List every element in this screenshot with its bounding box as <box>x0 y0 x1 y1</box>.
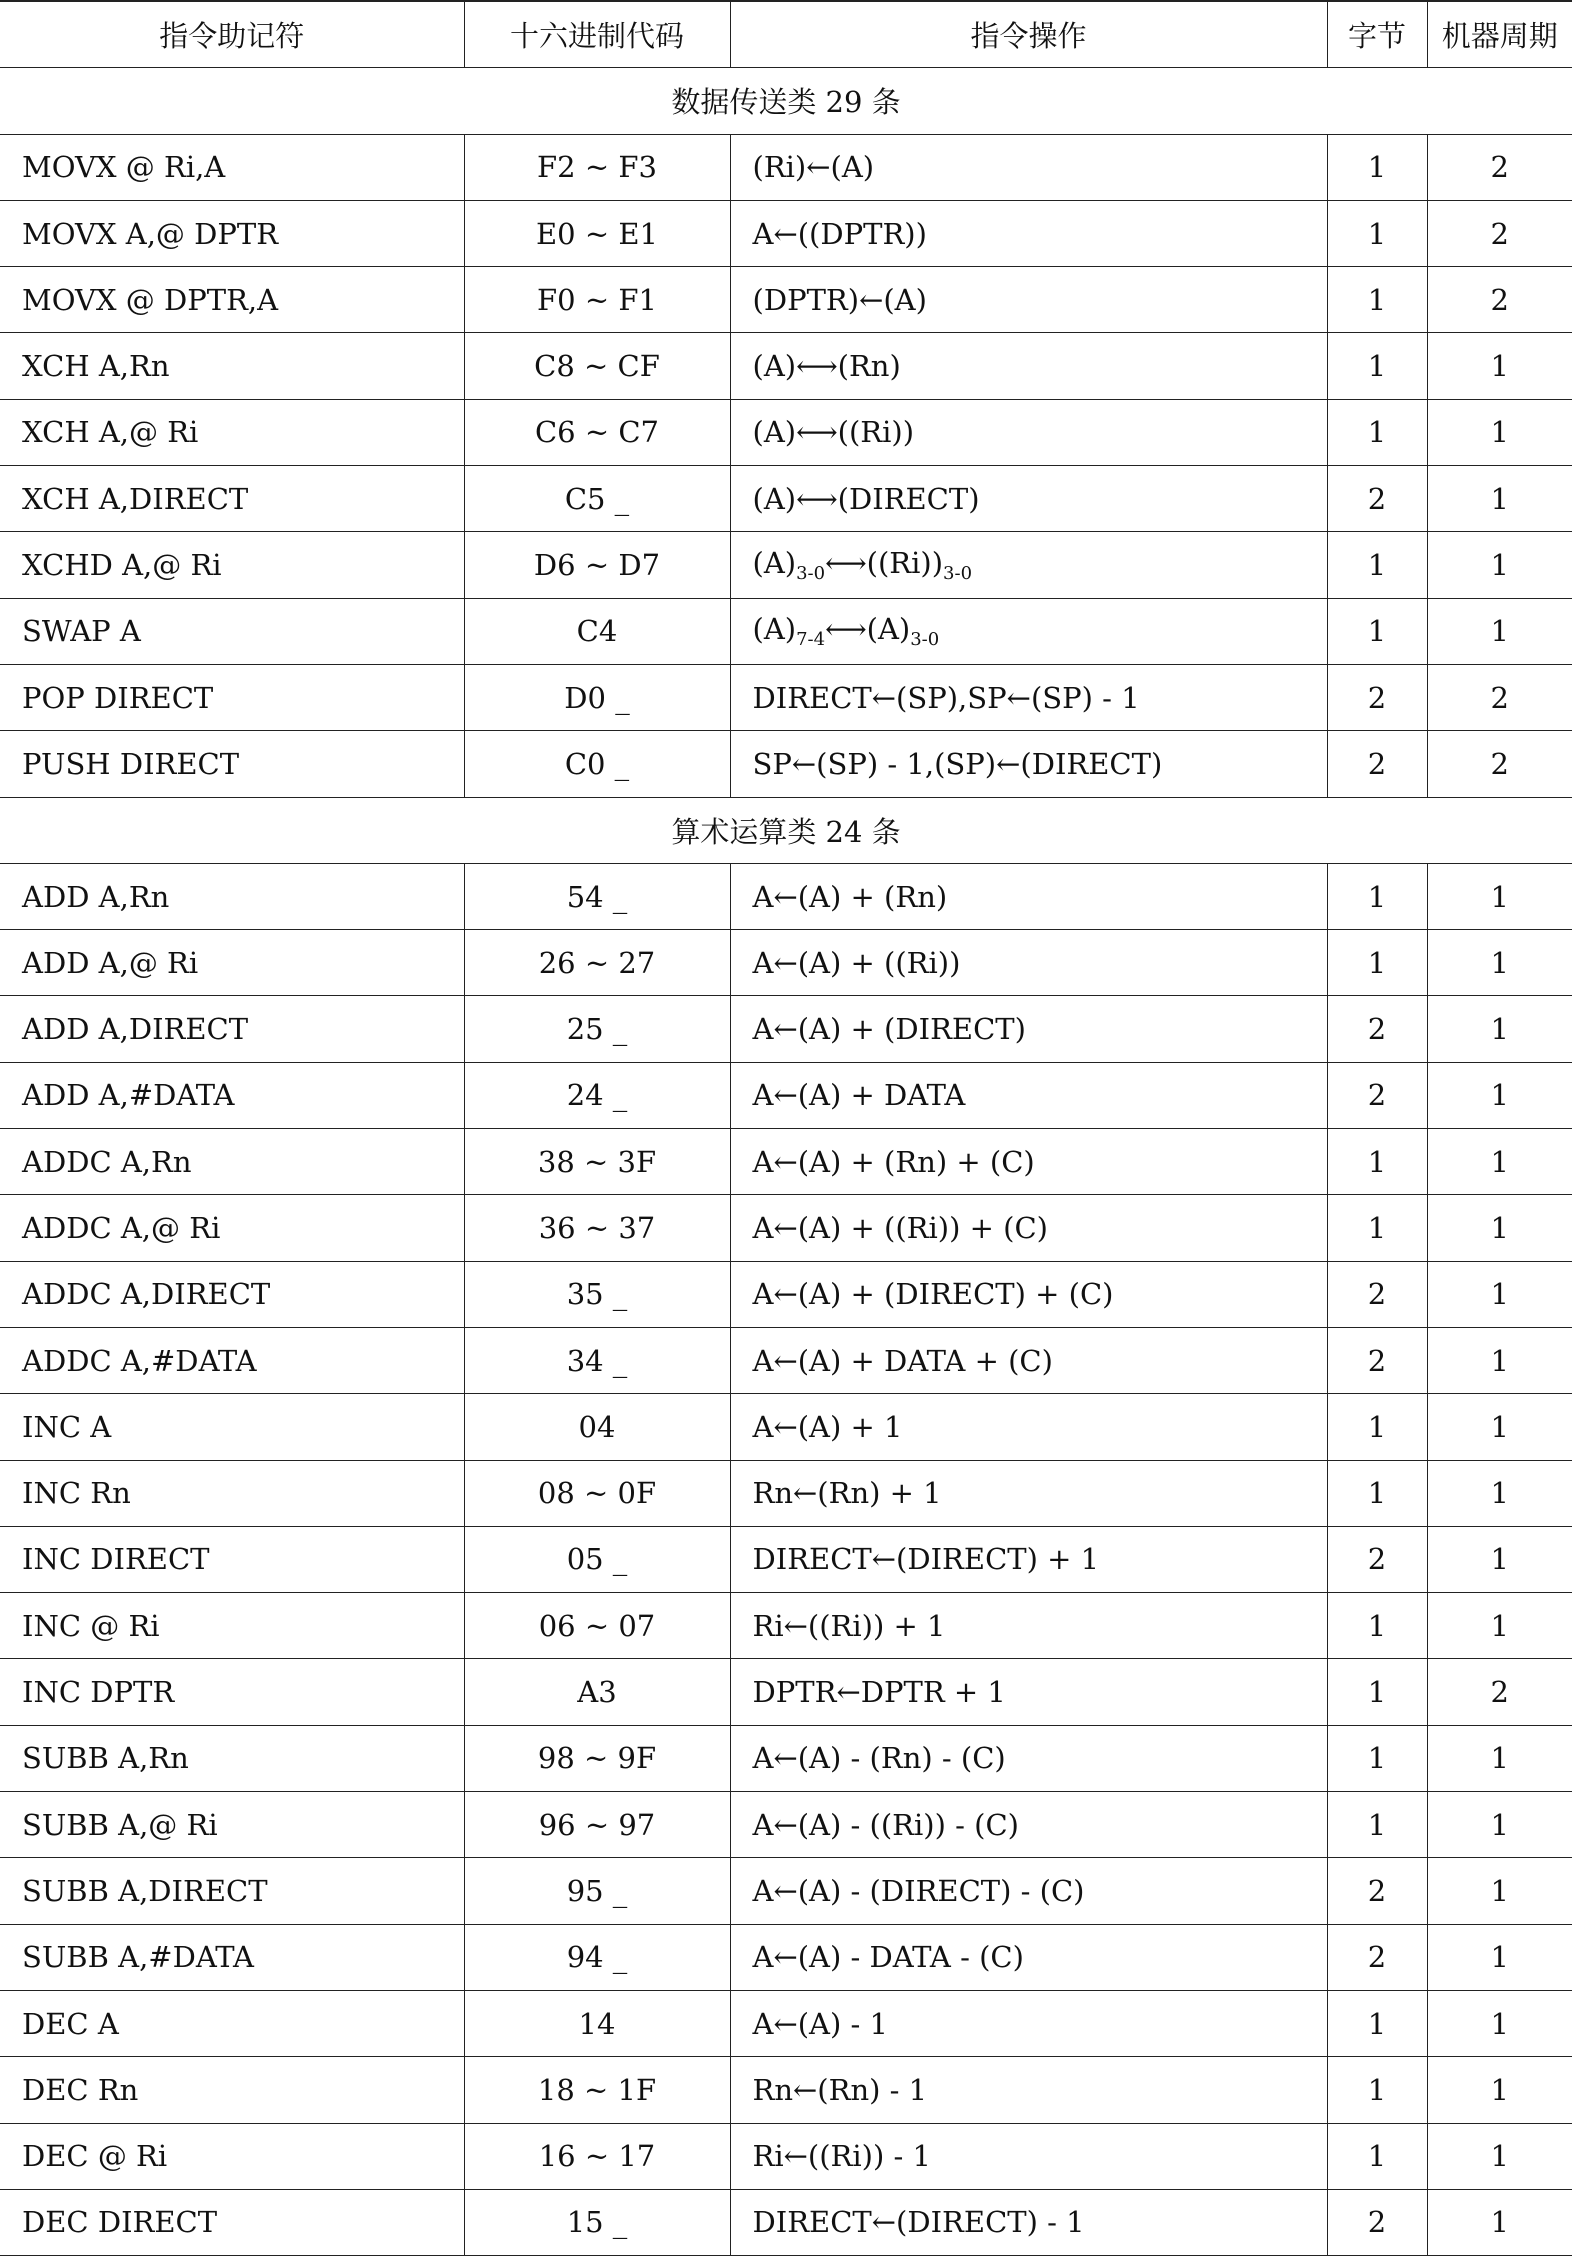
operation-cell: A←(A) - DATA - (C) <box>730 1924 1327 1990</box>
table-row <box>0 2057 1572 2123</box>
hex-code-cell: 04 <box>464 1394 730 1460</box>
cycles-cell: 1 <box>1427 1526 1572 1592</box>
hex-code-cell: E0 ~ E1 <box>464 200 730 266</box>
hex-code-cell: 36 ~ 37 <box>464 1195 730 1261</box>
hex-code-cell: C4 <box>464 598 730 664</box>
table-row <box>0 996 1572 1062</box>
bytes-cell: 1 <box>1327 1460 1427 1526</box>
operation-cell: DIRECT←(DIRECT) - 1 <box>730 2189 1327 2255</box>
operation-cell: Rn←(Rn) - 1 <box>730 2057 1327 2123</box>
hex-code-cell: C5 _ <box>464 466 730 532</box>
cycles-cell: 1 <box>1427 532 1572 598</box>
mnemonic-cell: POP DIRECT <box>0 664 464 730</box>
hex-code-cell: 14 <box>464 1990 730 2056</box>
operation-cell: A←(A) + ((Ri)) <box>730 930 1327 996</box>
table-row <box>0 1460 1572 1526</box>
mnemonic-cell: SWAP A <box>0 598 464 664</box>
mnemonic-cell: XCHD A,@ Ri <box>0 532 464 598</box>
hex-code-cell: 35 _ <box>464 1261 730 1327</box>
table-row <box>0 134 1572 200</box>
table-row <box>0 1924 1572 1990</box>
table-row <box>0 1062 1572 1128</box>
operation-cell: A←(A) + 1 <box>730 1394 1327 1460</box>
bytes-cell: 1 <box>1327 1725 1427 1791</box>
table-row <box>0 2189 1572 2255</box>
operation-cell: DIRECT←(DIRECT) + 1 <box>730 1526 1327 1592</box>
operation-part: (A) <box>752 546 797 581</box>
operation-cell: A←(A) - ((Ri)) - (C) <box>730 1792 1327 1858</box>
bytes-cell: 2 <box>1327 996 1427 1062</box>
bytes-cell: 1 <box>1327 1990 1427 2056</box>
bytes-cell: 2 <box>1327 664 1427 730</box>
cycles-cell: 1 <box>1427 930 1572 996</box>
mnemonic-cell: DEC @ Ri <box>0 2123 464 2189</box>
table-row <box>0 333 1572 399</box>
hex-code-cell: 24 _ <box>464 1062 730 1128</box>
bytes-cell: 2 <box>1327 731 1427 797</box>
header-operation: 指令操作 <box>730 1 1327 68</box>
cycles-cell: 2 <box>1427 134 1572 200</box>
operation-cell <box>730 598 1327 664</box>
header-cycles: 机器周期 <box>1427 1 1572 68</box>
cycles-cell: 1 <box>1427 1924 1572 1990</box>
cycles-cell: 2 <box>1427 1659 1572 1725</box>
mnemonic-cell: XCH A,Rn <box>0 333 464 399</box>
operation-cell: A←(A) + (Rn) + (C) <box>730 1129 1327 1195</box>
operation-subscript: 3-0 <box>910 629 940 651</box>
header-mnemonic: 指令助记符 <box>0 1 464 68</box>
table-row <box>0 1526 1572 1592</box>
cycles-cell: 1 <box>1427 1261 1572 1327</box>
mnemonic-cell: INC Rn <box>0 1460 464 1526</box>
operation-part: ⟷(A) <box>825 612 911 647</box>
mnemonic-cell: DEC Rn <box>0 2057 464 2123</box>
section-header-row <box>0 68 1572 134</box>
table-row <box>0 2123 1572 2189</box>
mnemonic-cell: SUBB A,@ Ri <box>0 1792 464 1858</box>
mnemonic-cell: INC DIRECT <box>0 1526 464 1592</box>
table-row <box>0 1990 1572 2056</box>
header-bytes: 字节 <box>1327 1 1427 68</box>
bytes-cell: 2 <box>1327 1062 1427 1128</box>
hex-code-cell: 16 ~ 17 <box>464 2123 730 2189</box>
cycles-cell: 1 <box>1427 2123 1572 2189</box>
bytes-cell: 2 <box>1327 1526 1427 1592</box>
hex-code-cell: D6 ~ D7 <box>464 532 730 598</box>
cycles-cell: 1 <box>1427 1327 1572 1393</box>
mnemonic-cell: PUSH DIRECT <box>0 731 464 797</box>
mnemonic-cell: ADD A,@ Ri <box>0 930 464 996</box>
bytes-cell: 1 <box>1327 863 1427 929</box>
hex-code-cell: C0 _ <box>464 731 730 797</box>
cycles-cell: 1 <box>1427 1858 1572 1924</box>
cycles-cell: 2 <box>1427 200 1572 266</box>
hex-code-cell: 34 _ <box>464 1327 730 1393</box>
hex-code-cell: 06 ~ 07 <box>464 1593 730 1659</box>
bytes-cell: 1 <box>1327 1792 1427 1858</box>
hex-code-cell: C8 ~ CF <box>464 333 730 399</box>
mnemonic-cell: ADDC A,#DATA <box>0 1327 464 1393</box>
mnemonic-cell: ADD A,#DATA <box>0 1062 464 1128</box>
cycles-cell: 2 <box>1427 664 1572 730</box>
hex-code-cell: C6 ~ C7 <box>464 399 730 465</box>
cycles-cell: 2 <box>1427 731 1572 797</box>
operation-cell: A←(A) + DATA + (C) <box>730 1327 1327 1393</box>
cycles-cell: 1 <box>1427 333 1572 399</box>
mnemonic-cell: INC A <box>0 1394 464 1460</box>
bytes-cell: 2 <box>1327 466 1427 532</box>
table-row <box>0 532 1572 598</box>
mnemonic-cell: DEC DIRECT <box>0 2189 464 2255</box>
cycles-cell: 1 <box>1427 1394 1572 1460</box>
hex-code-cell: F2 ~ F3 <box>464 134 730 200</box>
bytes-cell: 1 <box>1327 532 1427 598</box>
mnemonic-cell: ADD A,DIRECT <box>0 996 464 1062</box>
mnemonic-cell: MOVX @ DPTR,A <box>0 267 464 333</box>
hex-code-cell: D0 _ <box>464 664 730 730</box>
bytes-cell: 2 <box>1327 1261 1427 1327</box>
mnemonic-cell: INC @ Ri <box>0 1593 464 1659</box>
operation-cell: (A)⟷((Ri)) <box>730 399 1327 465</box>
table-row <box>0 1725 1572 1791</box>
operation-cell: A←(A) + DATA <box>730 1062 1327 1128</box>
section-title: 数据传送类 29 条 <box>0 68 1572 134</box>
bytes-cell: 2 <box>1327 1924 1427 1990</box>
table-row <box>0 1593 1572 1659</box>
bytes-cell: 2 <box>1327 2189 1427 2255</box>
table-row <box>0 399 1572 465</box>
table-row <box>0 200 1572 266</box>
bytes-cell: 1 <box>1327 2057 1427 2123</box>
hex-code-cell: 26 ~ 27 <box>464 930 730 996</box>
table-row <box>0 1394 1572 1460</box>
cycles-cell: 1 <box>1427 1460 1572 1526</box>
operation-cell: A←(A) + ((Ri)) + (C) <box>730 1195 1327 1261</box>
hex-code-cell: 94 _ <box>464 1924 730 1990</box>
bytes-cell: 2 <box>1327 1858 1427 1924</box>
mnemonic-cell: MOVX @ Ri,A <box>0 134 464 200</box>
table-row <box>0 1792 1572 1858</box>
bytes-cell: 1 <box>1327 1593 1427 1659</box>
bytes-cell: 1 <box>1327 1195 1427 1261</box>
mnemonic-cell: INC DPTR <box>0 1659 464 1725</box>
operation-cell: (DPTR)←(A) <box>730 267 1327 333</box>
operation-cell: (A)⟷(DIRECT) <box>730 466 1327 532</box>
mnemonic-cell: ADDC A,Rn <box>0 1129 464 1195</box>
table-row <box>0 1858 1572 1924</box>
cycles-cell: 1 <box>1427 1062 1572 1128</box>
bytes-cell: 1 <box>1327 930 1427 996</box>
hex-code-cell: 15 _ <box>464 2189 730 2255</box>
mnemonic-cell: SUBB A,Rn <box>0 1725 464 1791</box>
mnemonic-cell: SUBB A,#DATA <box>0 1924 464 1990</box>
table-row <box>0 267 1572 333</box>
operation-subscript: 7-4 <box>796 629 826 651</box>
header-row <box>0 1 1572 68</box>
operation-subscript: 3-0 <box>796 563 826 585</box>
cycles-cell: 2 <box>1427 267 1572 333</box>
cycles-cell: 1 <box>1427 1195 1572 1261</box>
cycles-cell: 1 <box>1427 1129 1572 1195</box>
bytes-cell: 1 <box>1327 1659 1427 1725</box>
bytes-cell: 1 <box>1327 598 1427 664</box>
table-row <box>0 598 1572 664</box>
cycles-cell: 1 <box>1427 1725 1572 1791</box>
table-row <box>0 731 1572 797</box>
hex-code-cell: F0 ~ F1 <box>464 267 730 333</box>
header-hex-code: 十六进制代码 <box>464 1 730 68</box>
bytes-cell: 1 <box>1327 134 1427 200</box>
mnemonic-cell: ADDC A,DIRECT <box>0 1261 464 1327</box>
mnemonic-cell: XCH A,@ Ri <box>0 399 464 465</box>
hex-code-cell: 05 _ <box>464 1526 730 1592</box>
table-body <box>0 68 1572 2256</box>
cycles-cell: 1 <box>1427 466 1572 532</box>
bytes-cell: 2 <box>1327 1327 1427 1393</box>
hex-code-cell: 54 _ <box>464 863 730 929</box>
operation-cell: A←(A) + (DIRECT) <box>730 996 1327 1062</box>
bytes-cell: 1 <box>1327 2123 1427 2189</box>
operation-cell: A←(A) + (Rn) <box>730 863 1327 929</box>
cycles-cell: 1 <box>1427 2057 1572 2123</box>
table-row <box>0 1261 1572 1327</box>
hex-code-cell: 38 ~ 3F <box>464 1129 730 1195</box>
operation-cell: Ri←((Ri)) - 1 <box>730 2123 1327 2189</box>
table-row <box>0 863 1572 929</box>
hex-code-cell: 96 ~ 97 <box>464 1792 730 1858</box>
operation-cell: DIRECT←(SP),SP←(SP) - 1 <box>730 664 1327 730</box>
operation-cell: DPTR←DPTR + 1 <box>730 1659 1327 1725</box>
mnemonic-cell: DEC A <box>0 1990 464 2056</box>
bytes-cell: 1 <box>1327 333 1427 399</box>
cycles-cell: 1 <box>1427 2189 1572 2255</box>
operation-cell: (Ri)←(A) <box>730 134 1327 200</box>
cycles-cell: 1 <box>1427 1593 1572 1659</box>
bytes-cell: 1 <box>1327 1394 1427 1460</box>
cycles-cell: 1 <box>1427 399 1572 465</box>
mnemonic-cell: MOVX A,@ DPTR <box>0 200 464 266</box>
hex-code-cell: 18 ~ 1F <box>464 2057 730 2123</box>
section-title: 算术运算类 24 条 <box>0 797 1572 863</box>
table-row <box>0 930 1572 996</box>
table-row <box>0 664 1572 730</box>
bytes-cell: 1 <box>1327 399 1427 465</box>
cycles-cell: 1 <box>1427 863 1572 929</box>
table-row <box>0 1659 1572 1725</box>
hex-code-cell: 08 ~ 0F <box>464 1460 730 1526</box>
operation-cell: A←(A) - 1 <box>730 1990 1327 2056</box>
operation-part: (A) <box>752 612 797 647</box>
section-header-row <box>0 797 1572 863</box>
operation-part: ⟷((Ri)) <box>825 546 944 581</box>
hex-code-cell: 98 ~ 9F <box>464 1725 730 1791</box>
operation-cell: Ri←((Ri)) + 1 <box>730 1593 1327 1659</box>
table-row <box>0 1195 1572 1261</box>
mnemonic-cell: ADDC A,@ Ri <box>0 1195 464 1261</box>
hex-code-cell: 95 _ <box>464 1858 730 1924</box>
table-row <box>0 1129 1572 1195</box>
operation-cell: Rn←(Rn) + 1 <box>730 1460 1327 1526</box>
operation-cell: A←((DPTR)) <box>730 200 1327 266</box>
mnemonic-cell: ADD A,Rn <box>0 863 464 929</box>
operation-cell: SP←(SP) - 1,(SP)←(DIRECT) <box>730 731 1327 797</box>
operation-cell: (A)⟷(Rn) <box>730 333 1327 399</box>
operation-cell <box>730 532 1327 598</box>
hex-code-cell: 25 _ <box>464 996 730 1062</box>
bytes-cell: 1 <box>1327 200 1427 266</box>
table-row <box>0 1327 1572 1393</box>
bytes-cell: 1 <box>1327 267 1427 333</box>
hex-code-cell: A3 <box>464 1659 730 1725</box>
operation-cell: A←(A) - (Rn) - (C) <box>730 1725 1327 1791</box>
table-row <box>0 466 1572 532</box>
operation-cell: A←(A) + (DIRECT) + (C) <box>730 1261 1327 1327</box>
bytes-cell: 1 <box>1327 1129 1427 1195</box>
cycles-cell: 1 <box>1427 1990 1572 2056</box>
cycles-cell: 1 <box>1427 598 1572 664</box>
operation-cell: A←(A) - (DIRECT) - (C) <box>730 1858 1327 1924</box>
cycles-cell: 1 <box>1427 1792 1572 1858</box>
mnemonic-cell: SUBB A,DIRECT <box>0 1858 464 1924</box>
mnemonic-cell: XCH A,DIRECT <box>0 466 464 532</box>
cycles-cell: 1 <box>1427 996 1572 1062</box>
operation-subscript: 3-0 <box>943 563 973 585</box>
